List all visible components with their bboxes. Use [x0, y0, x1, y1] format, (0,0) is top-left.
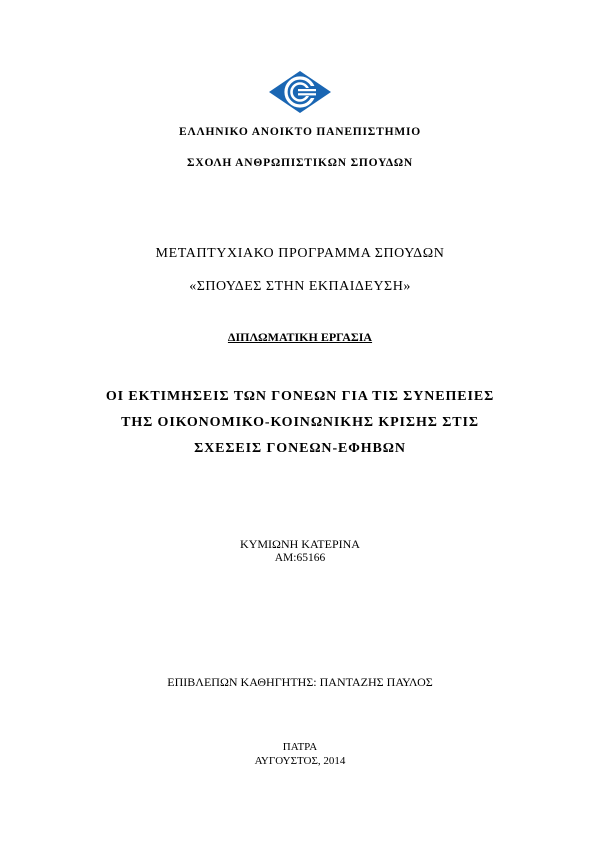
- author-registration: ΑΜ:65166: [274, 552, 326, 564]
- program-title: ΜΕΤΑΠΤΥΧΙΑΚΟ ΠΡΟΓΡΑΜΜΑ ΣΠΟΥΔΩΝ: [155, 246, 445, 261]
- thesis-title-line: ΤΗΣ ΟΙΚΟΝΟΜΙΚΟ-ΚΟΙΝΩΝΙΚΗΣ ΚΡΙΣΗΣ ΣΤΙΣ: [121, 415, 479, 430]
- author-name: ΚΥΜΙΩΝΗ ΚΑΤΕΡΙΝΑ: [240, 537, 360, 551]
- thesis-title-line: ΟΙ ΕΚΤΙΜΗΣΕΙΣ ΤΩΝ ΓΟΝΕΩΝ ΓΙΑ ΤΙΣ ΣΥΝΕΠΕΙΕΣ: [105, 389, 495, 404]
- date: ΑΥΓΟΥΣΤΟΣ, 2014: [254, 755, 346, 767]
- program-subtitle: «ΣΠΟΥΔΕΣ ΣΤΗΝ ΕΚΠΑΙΔΕΥΣΗ»: [189, 279, 411, 294]
- city: ΠΑΤΡΑ: [282, 741, 318, 753]
- supervisor: ΕΠΙΒΛΕΠΩΝ ΚΑΘΗΓΗΤΗΣ: ΠΑΝΤΑΖΗΣ ΠΑΥΛΟΣ: [167, 675, 433, 689]
- school-name: ΣΧΟΛΗ ΑΝΘΡΩΠΙΣΤΙΚΩΝ ΣΠΟΥΔΩΝ: [187, 157, 413, 169]
- thesis-title-line: ΣΧΕΣΕΙΣ ΓΟΝΕΩΝ-ΕΦΗΒΩΝ: [194, 441, 406, 456]
- university-logo-icon: [268, 70, 332, 114]
- university-name: ΕΛΛΗΝΙΚΟ ΑΝΟΙΚΤΟ ΠΑΝΕΠΙΣΤΗΜΙΟ: [178, 126, 422, 138]
- thesis-type: ΔΙΠΛΩΜΑΤΙΚΗ ΕΡΓΑΣΙΑ: [227, 330, 373, 344]
